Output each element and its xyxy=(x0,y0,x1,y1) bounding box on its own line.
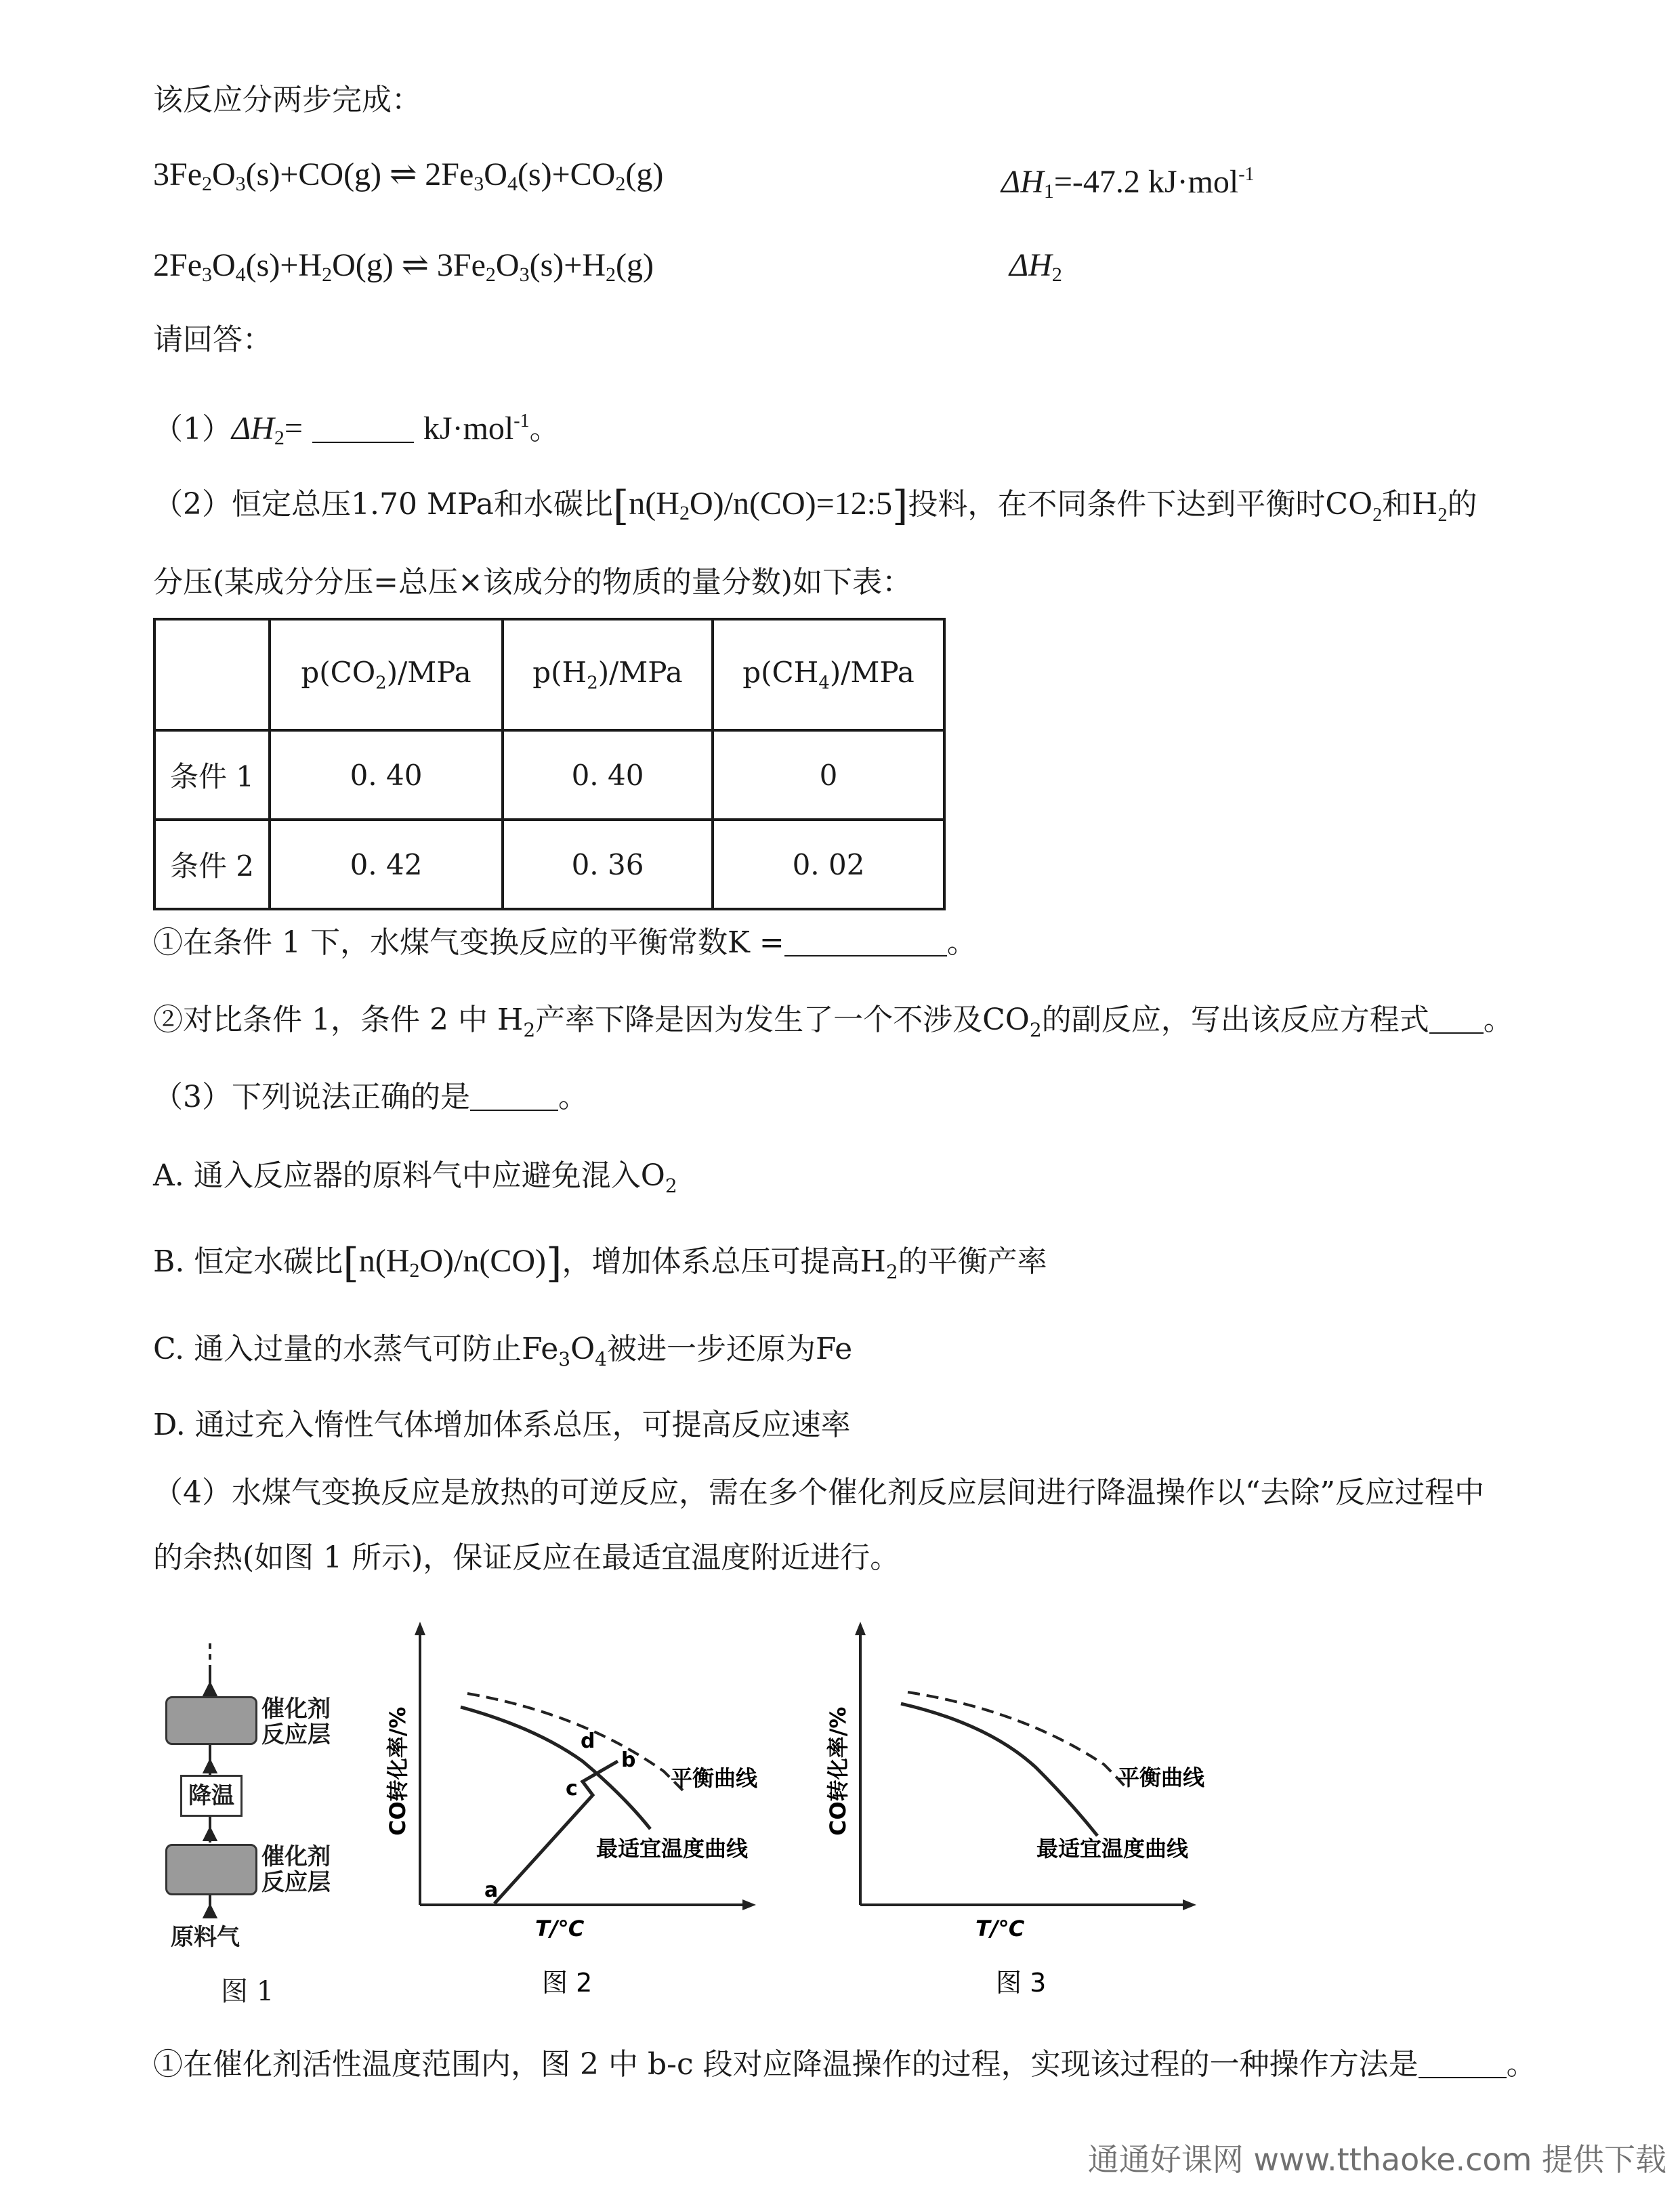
question-4-line-2: 的余热(如图 1 所示)，保证反应在最适宜温度附近进行。 xyxy=(153,1540,900,1575)
table-header-co2: $p(CO_2)$/MPa xyxy=(270,619,503,730)
figure-1-caption: 图 1 xyxy=(221,1976,274,2007)
question-2-1: ①在条件 1 下，水煤气变换反应的平衡常数K = 。 xyxy=(153,925,977,960)
figure-1-flowchart xyxy=(156,1639,373,2019)
figure-3-graph xyxy=(820,1612,1240,2019)
question-1: $(1)\Delta H_2= kJ\cdot mol^{-1}$。 xyxy=(153,411,560,449)
figure-2-caption: 图 2 xyxy=(542,1968,593,1998)
point-b: b xyxy=(621,1748,636,1772)
row-label: 条件 1 xyxy=(154,730,270,820)
equilibrium-curve-label: 平衡曲线 xyxy=(1118,1765,1205,1790)
answer-blank[interactable] xyxy=(1429,1005,1484,1034)
equilibrium-arrow: ⇌ xyxy=(390,156,417,192)
option-c[interactable]: C. 通入过量的水蒸气可防止$Fe_3O_4$被进一步还原为Fe xyxy=(153,1332,853,1370)
table-header-h2: $p(H_2)$/MPa xyxy=(503,619,713,730)
point-a: a xyxy=(484,1878,499,1902)
x-axis-label: T/℃ xyxy=(535,1916,585,1941)
table-cell: 0. 42 xyxy=(270,820,503,909)
equilibrium-arrow: ⇌ xyxy=(401,247,429,283)
option-b[interactable]: B. 恒定水碳比$[n(H_2O)/n(CO)]$，增加体系总压可提高$H_2$的平衡产率 xyxy=(153,1240,1047,1287)
table-cell: 0. 02 xyxy=(713,820,944,909)
question-2-2: ②对比条件 1，条件 2 中 $H_2$产率下降是因为发生了一个不涉及$CO_2$的副反应，写出该反应方程式 。 xyxy=(153,1003,1513,1041)
operation-path xyxy=(495,1761,618,1903)
option-a[interactable]: A. 通入反应器的原料气中应避免混入$O_2$ xyxy=(153,1158,677,1197)
y-axis-label: CO转化率/% xyxy=(825,1706,851,1836)
answer-blank[interactable] xyxy=(1419,2050,1507,2078)
optimal-curve-label: 最适宜温度曲线 xyxy=(596,1836,749,1861)
option-d[interactable]: D. 通过充入惰性气体增加体系总压，可提高反应速率 xyxy=(153,1408,851,1442)
equilibrium-curve-label: 平衡曲线 xyxy=(671,1765,758,1791)
delta-h2: $\Delta H_2$ xyxy=(1009,247,1062,286)
point-d: d xyxy=(581,1729,595,1753)
answer-blank[interactable] xyxy=(470,1082,558,1111)
table-cell: 0 xyxy=(713,730,944,820)
table-row xyxy=(154,730,944,820)
answer-blank[interactable] xyxy=(784,928,947,956)
partial-pressure-table xyxy=(153,618,946,910)
y-axis-label: CO转化率/% xyxy=(385,1706,411,1836)
question-2-line-1: （2）恒定总压1.70 MPa和水碳比$[n(H_2O)/n(CO)=12:5]$投料，在不同条件下达到平衡时$CO_2$和$H_2$的 xyxy=(153,482,1477,530)
table-header-ch4: $p(CH_4)$/MPa xyxy=(713,619,944,730)
catalyst-label-top: 催化剂 反应层 xyxy=(261,1696,331,1748)
catalyst-label-bottom: 催化剂 反应层 xyxy=(261,1843,331,1896)
row-label: 条件 2 xyxy=(154,820,270,909)
x-axis-label: T/℃ xyxy=(975,1916,1025,1941)
watermark-text: 通通好课网 www.tthaoke.com 提供下载 xyxy=(1087,2141,1666,2178)
reaction-2: $2Fe_3O_4(s)+H_2O(g)$ ⇌ $3Fe_2O_3(s)+H_2(g)$ xyxy=(153,247,654,286)
point-c: c xyxy=(566,1777,578,1801)
table-cell: 0. 36 xyxy=(503,820,713,909)
optimal-curve-label: 最适宜温度曲线 xyxy=(1036,1836,1189,1861)
table-cell: 0. 40 xyxy=(270,730,503,820)
figure-3-caption: 图 3 xyxy=(996,1968,1047,1998)
delta-h1: $\Delta H_1=-47.2$ kJ·mol$^{-1}$ xyxy=(1001,164,1255,203)
prompt-text: 请回答： xyxy=(153,322,272,357)
figure-2-graph xyxy=(379,1612,799,2019)
catalyst-layer-top xyxy=(165,1696,257,1745)
intro-text: 该反应分两步完成： xyxy=(153,83,421,117)
reaction-1: $3Fe_2O_3(s)+CO(g)$ ⇌ $2Fe_3O_4(s)+CO_2(g)$ xyxy=(153,156,664,195)
catalyst-layer-bottom xyxy=(165,1844,257,1895)
question-4-1: ①在催化剂活性温度范围内，图 2 中 b-c 段对应降温操作的过程，实现该过程的一种操作方法是 。 xyxy=(153,2047,1536,2082)
table-corner-cell xyxy=(154,619,270,730)
feed-gas-label: 原料气 xyxy=(171,1924,240,1951)
equilibrium-curve xyxy=(908,1692,1128,1790)
optimal-temp-curve xyxy=(901,1704,1097,1836)
question-3: （3）下列说法正确的是 。 xyxy=(153,1080,588,1114)
cooling-box: 降温 xyxy=(180,1775,243,1817)
question-2-line-2: 分压(某成分分压=总压×该成分的物质的量分数)如下表： xyxy=(153,565,912,599)
answer-blank[interactable] xyxy=(312,415,414,443)
table-row xyxy=(154,820,944,909)
table-cell: 0. 40 xyxy=(503,730,713,820)
question-4-line-1: （4）水煤气变换反应是放热的可逆反应，需在多个催化剂反应层间进行降温操作以“去除”反应过程中 xyxy=(153,1475,1484,1510)
